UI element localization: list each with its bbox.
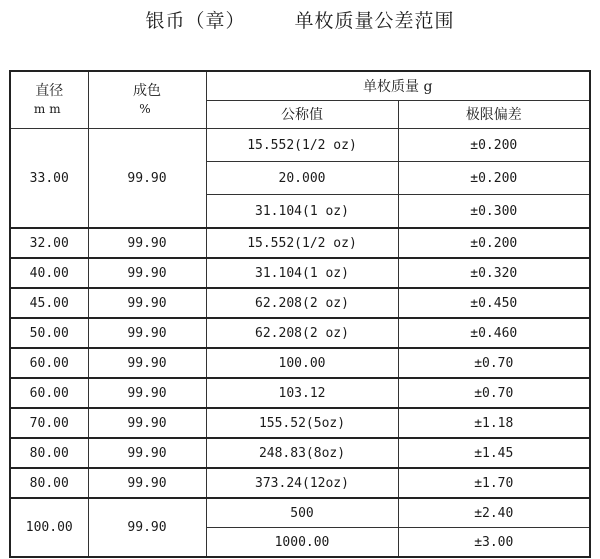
cell-fineness: 99.90 <box>88 288 206 318</box>
table-row <box>10 288 590 318</box>
cell-diameter: 50.00 <box>10 318 88 348</box>
cell-tolerance: ±0.300 <box>398 195 590 229</box>
header-nominal: 公称值 <box>206 100 398 129</box>
table-row <box>10 468 590 498</box>
table-row <box>10 378 590 408</box>
cell-fineness: 99.90 <box>88 318 206 348</box>
table-row <box>10 348 590 378</box>
header-tolerance: 极限偏差 <box>398 100 590 129</box>
cell-nominal: 15.552(1/2 oz) <box>206 129 398 162</box>
title-table-subject: 单枚质量公差范围 <box>294 10 455 32</box>
table-row <box>10 438 590 468</box>
cell-nominal: 62.208(2 oz) <box>206 318 398 348</box>
cell-nominal: 62.208(2 oz) <box>206 288 398 318</box>
cell-tolerance: ±1.45 <box>398 438 590 468</box>
cell-tolerance: ±0.460 <box>398 318 590 348</box>
header-fineness <box>88 71 206 129</box>
header-mass-group: 单枚质量 g <box>206 71 590 100</box>
cell-fineness: 99.90 <box>88 258 206 288</box>
cell-nominal: 248.83(8oz) <box>206 438 398 468</box>
cell-tolerance: ±0.200 <box>398 228 590 258</box>
cell-tolerance: ±0.320 <box>398 258 590 288</box>
cell-tolerance: ±1.18 <box>398 408 590 438</box>
cell-nominal: 15.552(1/2 oz) <box>206 228 398 258</box>
cell-nominal: 31.104(1 oz) <box>206 258 398 288</box>
cell-diameter: 60.00 <box>10 348 88 378</box>
cell-nominal: 155.52(5oz) <box>206 408 398 438</box>
table-row <box>10 129 590 162</box>
cell-diameter: 33.00 <box>10 129 88 229</box>
cell-diameter: 80.00 <box>10 468 88 498</box>
cell-nominal: 100.00 <box>206 348 398 378</box>
cell-tolerance: ±2.40 <box>398 498 590 528</box>
cell-nominal: 20.000 <box>206 162 398 195</box>
header-fineness-label: 成色 <box>133 83 161 99</box>
title-coin-type: 银币（章） <box>145 10 246 32</box>
cell-diameter: 100.00 <box>10 498 88 557</box>
cell-tolerance: ±0.70 <box>398 378 590 408</box>
cell-tolerance: ±1.70 <box>398 468 590 498</box>
cell-diameter: 40.00 <box>10 258 88 288</box>
page-title <box>0 6 600 33</box>
cell-nominal: 31.104(1 oz) <box>206 195 398 229</box>
cell-tolerance: ±0.450 <box>398 288 590 318</box>
cell-diameter: 60.00 <box>10 378 88 408</box>
table-row <box>10 498 590 528</box>
tolerance-table <box>9 70 591 558</box>
table-row <box>10 258 590 288</box>
table-row <box>10 408 590 438</box>
cell-tolerance: ±0.200 <box>398 162 590 195</box>
header-diameter <box>10 71 88 129</box>
cell-fineness: 99.90 <box>88 348 206 378</box>
cell-diameter: 45.00 <box>10 288 88 318</box>
cell-fineness: 99.90 <box>88 498 206 557</box>
cell-tolerance: ±0.70 <box>398 348 590 378</box>
cell-diameter: 80.00 <box>10 438 88 468</box>
cell-nominal: 500 <box>206 498 398 528</box>
header-fineness-unit: % <box>139 102 155 116</box>
table-row <box>10 228 590 258</box>
cell-fineness: 99.90 <box>88 408 206 438</box>
cell-fineness: 99.90 <box>88 228 206 258</box>
cell-nominal: 103.12 <box>206 378 398 408</box>
cell-fineness: 99.90 <box>88 129 206 229</box>
table-header <box>10 71 590 129</box>
table-body <box>10 129 590 558</box>
cell-nominal: 373.24(12oz) <box>206 468 398 498</box>
cell-tolerance: ±3.00 <box>398 528 590 558</box>
cell-diameter: 70.00 <box>10 408 88 438</box>
cell-fineness: 99.90 <box>88 468 206 498</box>
header-diameter-unit: mm <box>33 102 65 116</box>
cell-fineness: 99.90 <box>88 438 206 468</box>
cell-diameter: 32.00 <box>10 228 88 258</box>
cell-tolerance: ±0.200 <box>398 129 590 162</box>
table-row <box>10 318 590 348</box>
header-diameter-label: 直径 <box>35 83 64 99</box>
cell-fineness: 99.90 <box>88 378 206 408</box>
cell-nominal: 1000.00 <box>206 528 398 558</box>
